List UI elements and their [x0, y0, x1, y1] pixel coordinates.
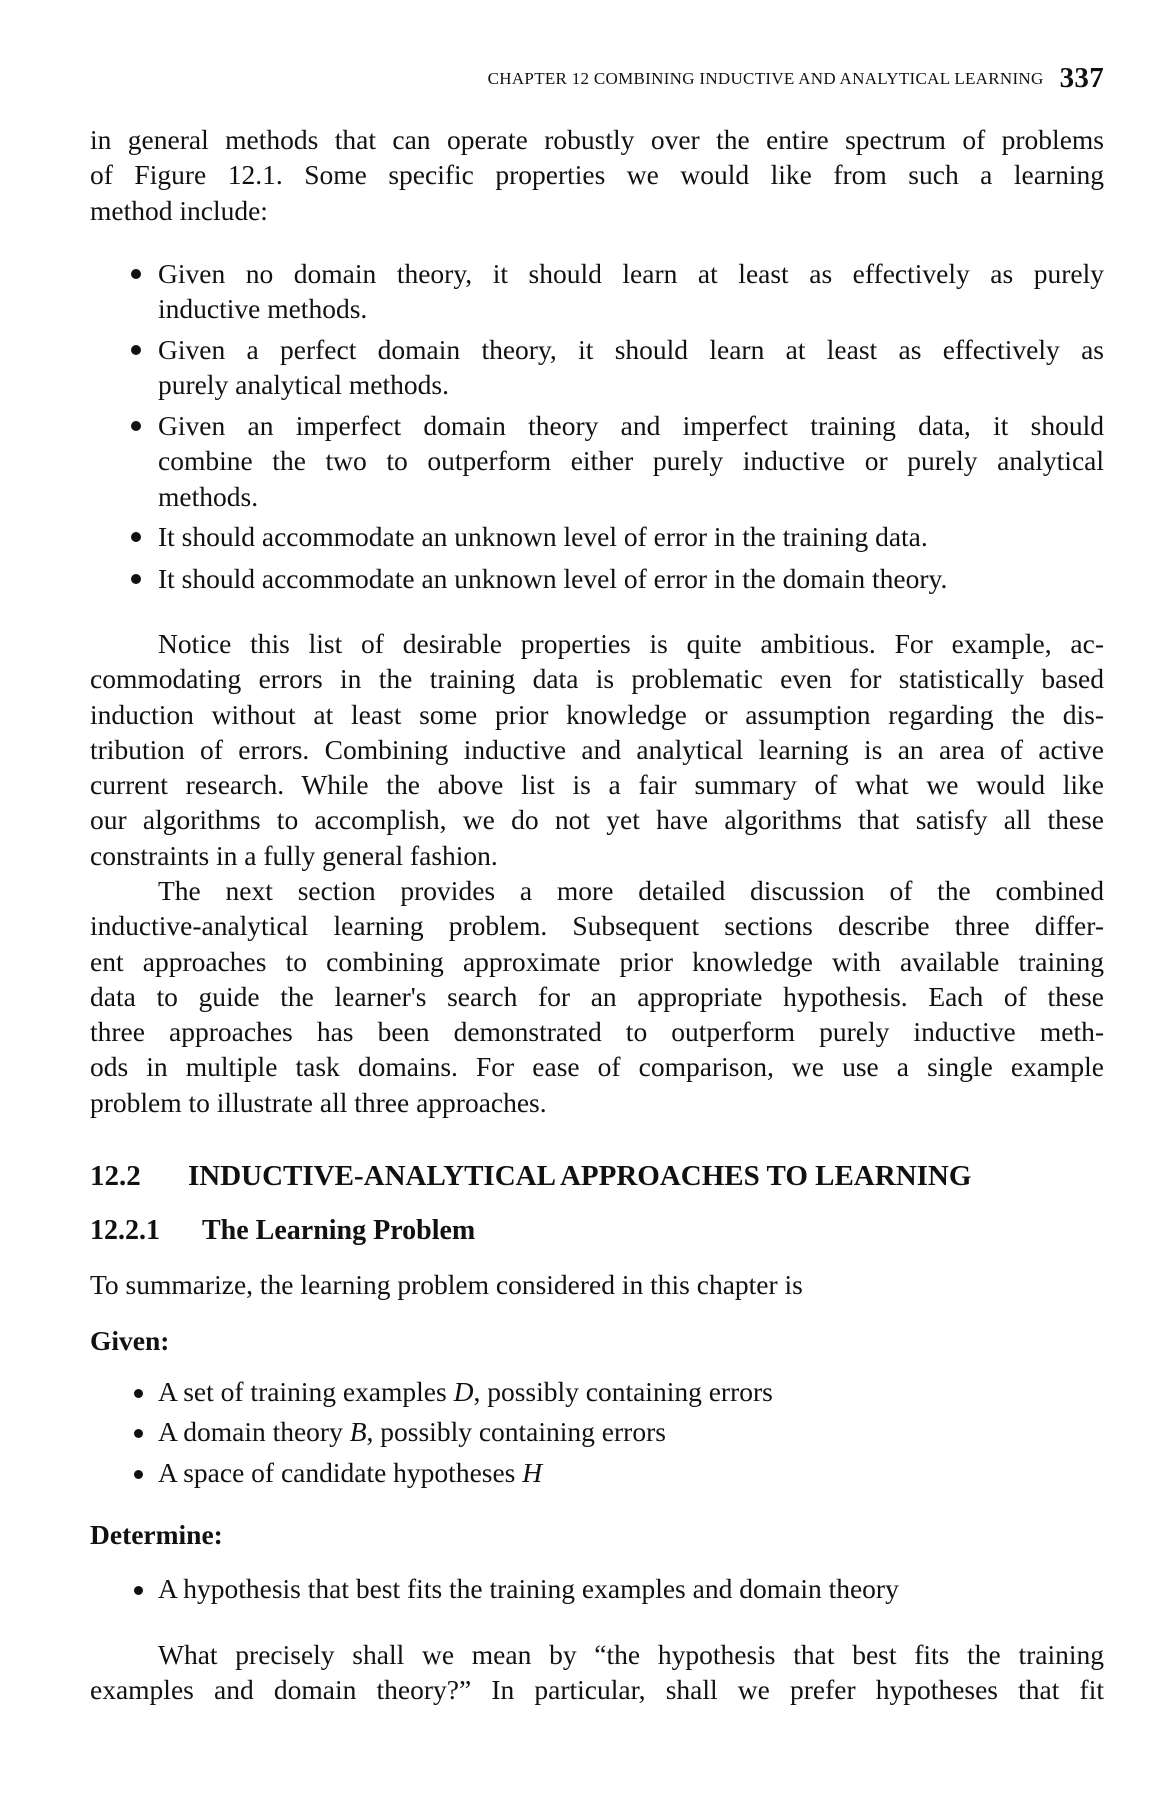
- given-label: Given:: [90, 1325, 170, 1356]
- text-line: our algorithms to accomplish, we do not yet have algorithms that satisfy all these: [90, 804, 1104, 836]
- bullet-icon: [134, 1470, 143, 1479]
- paragraph-intro: [90, 122, 1104, 228]
- text-line: The next section provides a more detailed discussion of the combined: [158, 875, 1104, 906]
- text-line: combine the two to outperform either purely inductive or purely analytical: [158, 445, 1104, 477]
- math-variable: H: [522, 1457, 543, 1488]
- subsection-title: The Learning Problem: [202, 1215, 476, 1246]
- running-title: CHAPTER 12 COMBINING INDUCTIVE AND ANALYTICAL LEARNING: [487, 69, 1044, 88]
- given-item: A domain theory B, possibly containing errors: [158, 1416, 666, 1448]
- section-title: INDUCTIVE-ANALYTICAL APPROACHES TO LEARNING: [188, 1160, 972, 1192]
- text-line: inductive-analytical learning problem. Subsequent sections describe three differ-: [90, 910, 1104, 942]
- property-item: [158, 408, 1104, 514]
- bullet-icon: [131, 574, 141, 584]
- bullet-icon: [131, 532, 141, 542]
- subsection-number: 12.2.1: [90, 1215, 160, 1246]
- text-line: Given a perfect domain theory, it should learn at least as effectively as: [158, 334, 1104, 365]
- subsection-heading: [90, 1215, 475, 1247]
- text-line: Given no domain theory, it should learn at least as effectively as purely: [158, 258, 1104, 289]
- text-line: data to guide the learner's search for an appropriate hypothesis. Each of these: [90, 980, 1104, 1012]
- text-line: It should accommodate an unknown level of error in the training data.: [158, 521, 928, 552]
- bullet-icon: [131, 345, 141, 355]
- text-line: constraints in a fully general fashion.: [90, 839, 498, 871]
- paragraph-next-section: [90, 873, 1104, 1120]
- text-line: in general methods that can operate robustly over the entire spectrum of problems: [90, 124, 1104, 155]
- text-line: It should accommodate an unknown level of error in the domain theory.: [158, 563, 948, 594]
- math-variable: D: [453, 1376, 474, 1407]
- page-number: 337: [1059, 62, 1104, 94]
- property-item: [158, 256, 1104, 327]
- paragraph-what-precisely: [90, 1637, 1104, 1708]
- text-line: methods.: [158, 480, 259, 512]
- section-number: 12.2: [90, 1160, 141, 1192]
- determine-item: A hypothesis that best fits the training examples and domain theory: [158, 1573, 899, 1605]
- running-header: [380, 62, 1104, 95]
- text-line: ent approaches to combining approximate prior knowledge with available training: [90, 945, 1104, 977]
- determine-label: Determine:: [90, 1519, 223, 1550]
- section-heading: [90, 1160, 971, 1193]
- bullet-icon: [134, 1389, 143, 1398]
- text-line: What precisely shall we mean by “the hypothesis that best fits the training: [158, 1639, 1104, 1670]
- bullet-icon: [131, 269, 141, 279]
- math-variable: B: [349, 1416, 367, 1447]
- bullet-icon: [134, 1586, 143, 1595]
- text-line: tribution of errors. Combining inductive and analytical learning is an area of active: [90, 733, 1104, 765]
- property-item: [158, 332, 1104, 403]
- bullet-icon: [134, 1429, 143, 1438]
- property-item: [158, 519, 1104, 554]
- text-line: method include:: [90, 194, 268, 226]
- text-line: three approaches has been demonstrated to outperform purely inductive meth-: [90, 1016, 1104, 1048]
- text-line: Notice this list of desirable properties is quite ambitious. For example, ac-: [158, 628, 1104, 659]
- text-line: problem to illustrate all three approaches.: [90, 1086, 547, 1118]
- text-line: inductive methods.: [158, 293, 368, 325]
- text-line: ods in multiple task domains. For ease of comparison, we use a single example: [90, 1051, 1104, 1083]
- given-item: A set of training examples D, possibly containing errors: [158, 1376, 773, 1408]
- given-item: A space of candidate hypotheses H: [158, 1457, 542, 1489]
- text-line: commodating errors in the training data is problematic even for statistically based: [90, 663, 1104, 695]
- text-line: purely analytical methods.: [158, 369, 449, 401]
- text-line: Given an imperfect domain theory and imperfect training data, it should: [158, 410, 1104, 441]
- paragraph-notice: [90, 626, 1104, 873]
- text-line: current research. While the above list is a fair summary of what we would like: [90, 769, 1104, 801]
- text-line: examples and domain theory?” In particular, shall we prefer hypotheses that fit: [90, 1674, 1104, 1706]
- summary-text: To summarize, the learning problem considered in this chapter is: [90, 1269, 803, 1300]
- text-line: induction without at least some prior knowledge or assumption regarding the dis-: [90, 698, 1104, 730]
- property-item: [158, 561, 1104, 596]
- text-line: of Figure 12.1. Some specific properties we would like from such a learning: [90, 159, 1104, 191]
- bullet-icon: [131, 421, 141, 431]
